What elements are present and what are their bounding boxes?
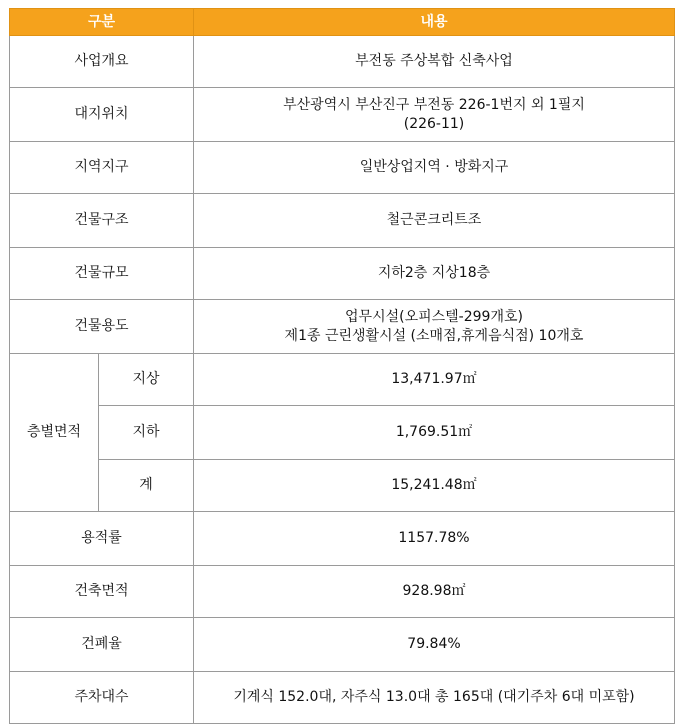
value-line: 제1종 근린생활시설 (소매점,휴게음식점) 10개호 [284,327,584,344]
value-line: (226-11) [403,115,465,132]
row-value: 1157.78% [194,512,675,566]
row-value: 지하2층 지상18층 [194,248,675,300]
row-parking [10,672,675,724]
value-line: 부산광역시 부산진구 부전동 226-1번지 외 1필지 [283,96,585,113]
row-label: 건물용도 [10,300,194,354]
row-label: 건축면적 [10,566,194,618]
row-floor-area-above [10,354,675,406]
header-row [10,9,675,36]
row-label: 건폐율 [10,618,194,672]
row-label: 건물구조 [10,194,194,248]
row-value: 기계식 152.0대, 자주식 13.0대 총 165대 (대기주차 6대 미포함) [194,672,675,724]
value-line: 업무시설(오피스텔-299개호) [345,308,523,325]
row-scale [10,248,675,300]
row-label: 용적률 [10,512,194,566]
sub-label: 지상 [99,354,194,406]
row-usage [10,300,675,354]
row-value: 15,241.48㎡ [194,460,675,512]
row-value [194,300,675,354]
row-value: 13,471.97㎡ [194,354,675,406]
row-location [10,88,675,142]
project-spec-table [9,8,675,724]
row-value: 부전동 주상복합 신축사업 [194,36,675,88]
row-bcr [10,618,675,672]
header-content: 내용 [194,9,675,36]
row-label: 주차대수 [10,672,194,724]
row-label: 대지위치 [10,88,194,142]
row-floor-area-total [10,460,675,512]
row-value [194,88,675,142]
row-floor-area-below [10,406,675,460]
row-structure [10,194,675,248]
row-value: 928.98㎡ [194,566,675,618]
row-far [10,512,675,566]
header-category: 구분 [10,9,194,36]
row-label: 지역지구 [10,142,194,194]
row-label: 사업개요 [10,36,194,88]
row-value: 철근콘크리트조 [194,194,675,248]
sub-label: 지하 [99,406,194,460]
row-value: 79.84% [194,618,675,672]
row-building-area [10,566,675,618]
row-zoning [10,142,675,194]
row-label: 층별면적 [10,354,99,512]
sub-label: 계 [99,460,194,512]
row-value: 일반상업지역 · 방화지구 [194,142,675,194]
row-value: 1,769.51㎡ [194,406,675,460]
row-label: 건물규모 [10,248,194,300]
row-overview [10,36,675,88]
